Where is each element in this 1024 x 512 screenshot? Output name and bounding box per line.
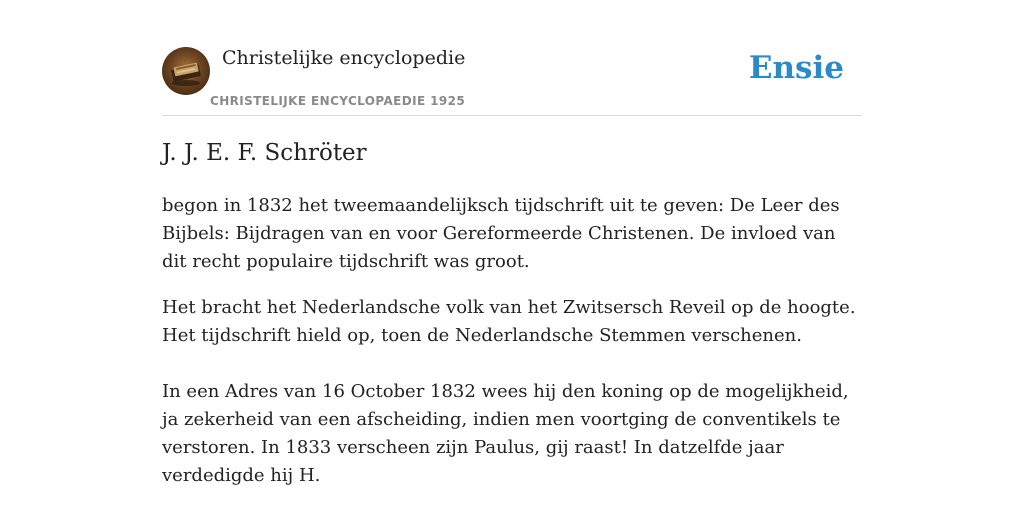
page-title: J. J. E. F. Schröter — [162, 140, 367, 166]
article-paragraph: begon in 1832 het tweemaandelijksch tijdschrift uit te geven: De Leer des Bijbels: Bijdragen van en voor Gereformeerde Christenen. De invloed van dit recht populaire tijdschrift was groot. — [162, 195, 840, 272]
article-body — [162, 192, 862, 490]
site-subtitle: CHRISTELIJKE ENCYCLOPAEDIE 1925 — [210, 94, 466, 108]
article-paragraph: Het bracht het Nederlandsche volk van het Zwitsersch Reveil op de hoogte. Het tijdschrift hield op, toen de Nederlandsche Stemmen verschenen. — [162, 297, 856, 346]
book-thumbnail-icon[interactable] — [162, 47, 210, 95]
article-paragraph: In een Adres van 16 October 1832 wees hij den koning op de mogelijkheid, ja zekerheid van een afscheiding, indien men voortging de conventikels te verstoren. In 1833 verscheen zijn Paulus, gij raast! In datzelfde jaar verdedigde hij H. — [162, 381, 849, 486]
ensie-logo[interactable]: Ensie — [748, 50, 844, 86]
page-header — [162, 46, 862, 114]
site-title[interactable]: Christelijke encyclopedie — [222, 47, 466, 69]
header-divider — [162, 115, 862, 116]
